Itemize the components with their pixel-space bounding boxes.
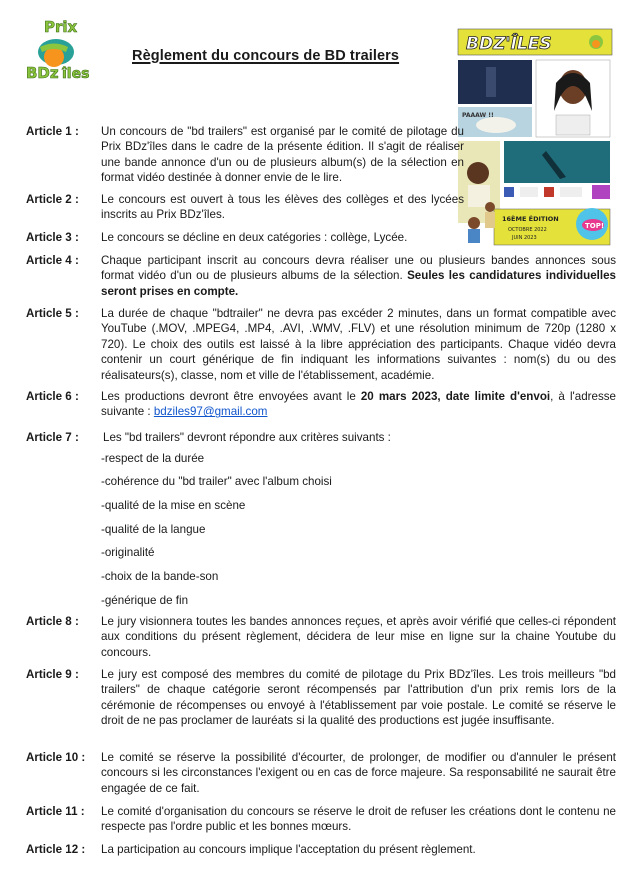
- article-text-regular: Les productions devront être envoyées avant le: [101, 390, 361, 403]
- article-text-bold: Seules les candidatures individuelles seront prises en compte.: [101, 269, 617, 298]
- svg-text:PAAAW !!: PAAAW !!: [462, 112, 494, 119]
- article-text: Le concours se décline en deux catégories : collège, Lycée.: [101, 231, 408, 244]
- article-text: La participation au concours implique l'acceptation du présent règlement.: [101, 843, 476, 856]
- email-link[interactable]: bdziles97@gmail.com: [153, 405, 268, 419]
- criteria-item: -choix de la bande-son: [101, 570, 219, 583]
- article-label: Article 11 :: [26, 805, 85, 818]
- svg-text:îles: îles: [62, 66, 90, 82]
- article-label: Article 10 :: [26, 751, 86, 764]
- svg-text:BDz: BDz: [26, 64, 59, 82]
- criteria-item: -originalité: [101, 546, 155, 559]
- prix-bdziles-logo: [22, 14, 90, 82]
- criteria-item: -qualité de la mise en scène: [101, 499, 246, 512]
- article-text: Le comité se réserve la possibilité d'écourter, de prolonger, de modifier ou d'annuler le présent concours si les circonstances l'exigent ou en cas de force majeure. Sa responsabilité ne saurait être engagée de ce fait.: [101, 751, 616, 795]
- article-text-regular: Chaque participant inscrit au concours devra réaliser une ou plusieurs bandes annonces sous format vidéo d'un ou de plusieurs albums de la sélection.: [101, 254, 616, 283]
- svg-text:16ÈME ÉDITION: 16ÈME ÉDITION: [502, 215, 559, 223]
- bdziles-poster-image: [456, 27, 614, 249]
- article-label: Article 8 :: [26, 615, 79, 628]
- article-label: Article 4 :: [26, 254, 79, 267]
- article-label: Article 12 :: [26, 843, 86, 856]
- svg-text:TOP!: TOP!: [585, 222, 605, 230]
- criteria-item: -cohérence du "bd trailer" avec l'album choisi: [101, 475, 332, 488]
- svg-text:JUIN 2023: JUIN 2023: [512, 235, 537, 241]
- svg-text:BDZ'ÎLES: BDZ'ÎLES: [466, 34, 552, 54]
- article-text: Le concours est ouvert à tous les élèves des collèges et des lycées inscrits au Prix BDz'îles.: [101, 193, 464, 222]
- criteria-item: -générique de fin: [101, 594, 189, 607]
- criteria-item: -respect de la durée: [101, 452, 205, 465]
- article-text-regular: , à l'adresse suivante :: [101, 390, 616, 419]
- article-text: Les "bd trailers" devront répondre aux critères suivants :: [103, 431, 391, 444]
- article-text: Le jury est composé des membres du comité de pilotage du Prix BDz'îles. Les trois meilleurs "bd trailers" de chaque catégorie seront récompensés par l'attribution d'un prix remis lors de la cérémonie de récompenses ou envoyé à l'établissement par voie postale. Le comité se réserve le droit de ne pas proclamer de lauréats si la qualité des productions est jugée insuffisante.: [101, 668, 616, 728]
- svg-text:Prix: Prix: [44, 18, 78, 36]
- article-text: Le comité d'organisation du concours se réserve le droit de refuser les créations dont le contenu ne respecte pas l'ordre public et les bonnes mœurs.: [101, 805, 616, 834]
- article-label: Article 7 :: [26, 431, 79, 444]
- article-text: Un concours de "bd trailers" est organisé par le comité de pilotage du Prix BDz'îles dans le cadre de la présente édition. Il s'agit de réaliser une bande annonce d'un ou de plusieurs album(s) de la sélection en format vidéo destinée à donner envie de le lire.: [101, 125, 464, 185]
- page-title: Règlement du concours de BD trailers: [132, 48, 400, 64]
- article-label: Article 6 :: [26, 390, 79, 403]
- article-label: Article 2 :: [26, 193, 79, 206]
- article-text: [101, 389, 616, 420]
- article-label: Article 1 :: [26, 125, 79, 138]
- article-label: Article 9 :: [26, 668, 79, 681]
- article-text: [101, 253, 616, 299]
- article-text: La durée de chaque "bdtrailer" ne devra pas excéder 2 minutes, dans un format compatible avec YouTube (.MOV, .MPEG4, .MP4, .AVI, .WMV, .FLV) et une résolution minimum de 720p (1280 x 720). Le choix des outils est laissé à la libre appréciation des participants. Chaque vidéo devra contenir un court générique de fin indiquant les informations suivantes : nom(s) du ou des réalisateurs(s), classe, nom et ville de l'établissement, académie.: [101, 307, 616, 382]
- article-label: Article 3 :: [26, 231, 79, 244]
- article-text: Le jury visionnera toutes les bandes annonces reçues, et après avoir vérifié que celles-ci répondent aux conditions du présent règlement, décidera de leur mise en ligne sur la chaine Youtube du concours.: [101, 615, 616, 659]
- deadline-text: 20 mars 2023, date limite d'envoi: [360, 390, 551, 403]
- article-label: Article 5 :: [26, 307, 79, 320]
- svg-text:OCTOBRE 2022: OCTOBRE 2022: [508, 227, 547, 233]
- criteria-item: -qualité de la langue: [101, 523, 206, 536]
